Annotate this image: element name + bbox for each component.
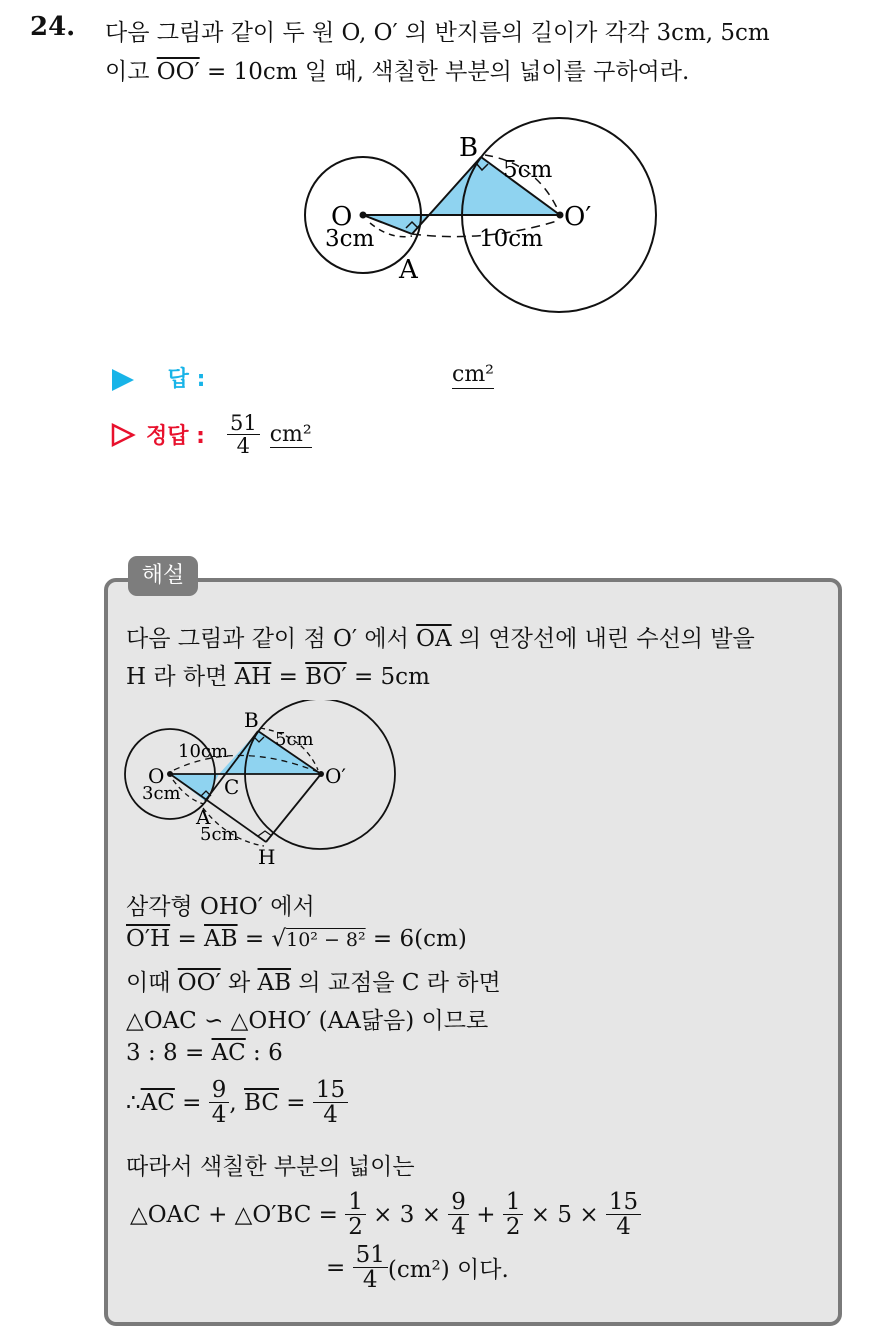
question-text-line2: 이고 OO′ = 10cm 일 때, 색칠한 부분의 넓이를 구하여라.	[105, 59, 690, 85]
svg-text:A: A	[196, 805, 211, 829]
segment-oo: OO′	[156, 59, 200, 85]
solution-figure	[118, 700, 403, 875]
play-arrow-icon	[110, 367, 136, 393]
solution-line-3: 삼각형 OHO′ 에서	[126, 894, 315, 920]
correct-answer-unit: cm²	[269, 421, 312, 447]
svg-text:5cm: 5cm	[200, 824, 239, 845]
svg-text:H: H	[258, 845, 276, 869]
question-text-line1: 다음 그림과 같이 두 원 O, O′ 의 반지름의 길이가 각각 3cm, 5cm	[105, 20, 770, 46]
solution-line-5: 이때 OO′ 와 $\overline{AB}$ 의 교점을 C 라 하면	[126, 970, 501, 996]
solution-line-6: △OAC ∽ △OHO′ (AA닮음) 이므로	[126, 1008, 489, 1034]
solution-line-4: $O'H = \overline{AB} = √10^2 - 8^2 = 6(cm)$	[126, 926, 467, 952]
correct-answer-fraction: $\frac{51}{4}$	[227, 412, 260, 457]
svg-text:3cm: 3cm	[142, 783, 181, 804]
label-b: B	[459, 133, 479, 163]
label-o-prime: O′	[564, 202, 592, 232]
svg-text:10cm: 10cm	[178, 741, 229, 762]
solution-line-9: 따라서 색칠한 부분의 넓이는	[126, 1154, 415, 1180]
answer-row	[110, 362, 205, 393]
label-5cm: 5cm	[503, 157, 553, 183]
label-3cm: 3cm	[325, 226, 375, 252]
answer-blank-unit: cm²	[452, 362, 495, 387]
svg-text:C: C	[224, 775, 240, 799]
solution-line-7: 3 : $8 = \overline{AC}$ : 6	[126, 1040, 283, 1066]
svg-text:O′: O′	[325, 764, 346, 788]
label-o: O	[331, 202, 353, 232]
solution-line-8: ∴ $\overline{AC}$ = $\frac{9}{4}$ , $\overline{BC}$ = $\frac{15}{4}$	[126, 1078, 348, 1127]
solution-line-11: = $\frac{51}{4}$ (cm²) 이다.	[326, 1242, 509, 1294]
label-10cm: 10cm	[479, 226, 543, 252]
label-a: A	[399, 255, 418, 285]
question-figure	[295, 108, 670, 323]
outline-arrow-icon	[110, 422, 136, 448]
svg-text:B: B	[244, 708, 259, 732]
solution-line-2: H 라 하면 $\overline{AH} = BO' = 5cm$	[126, 664, 430, 690]
question-number: 24.	[30, 12, 76, 42]
solution-tab: 해설	[128, 556, 198, 596]
solution-line-10: △OAC + △O′BC = $\frac{1}{2}$ × 3 × $\frac{9}{4}$ + $\frac{1}{2}$ × 5 × $\frac{15}{4}$	[130, 1190, 641, 1239]
correct-answer-label: 정답 :	[146, 424, 205, 450]
answer-label: 답 :	[167, 367, 206, 392]
svg-text:5cm: 5cm	[275, 729, 314, 750]
correct-answer-row	[110, 412, 312, 457]
svg-text:O: O	[148, 764, 165, 788]
solution-line-1: 다음 그림과 같이 점 O′ 에서 $\overline{OA}$ 의 연장선에 내린 수선의 발을	[126, 626, 755, 652]
